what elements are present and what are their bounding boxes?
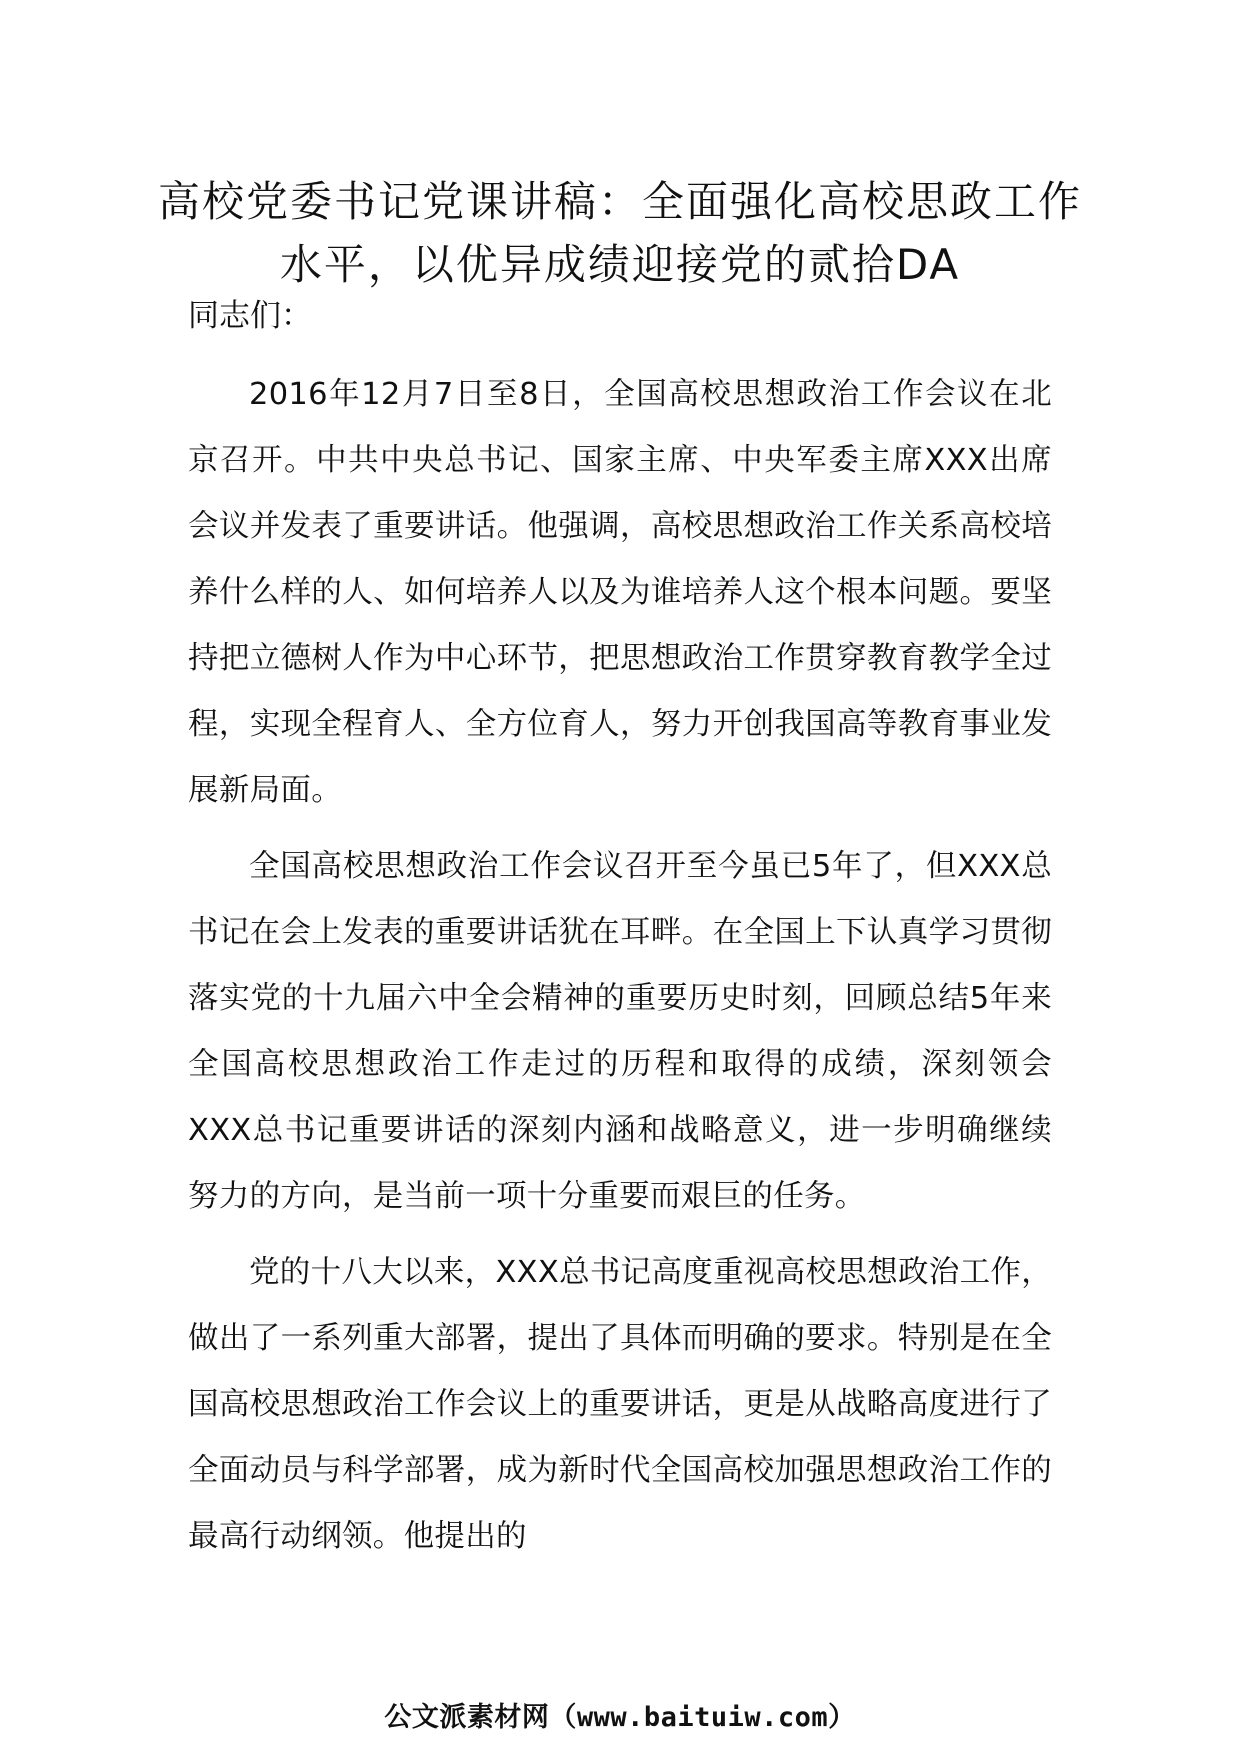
paragraph: 2016年12月7日至8日，全国高校思想政治工作会议在北京召开。中共中央总书记、国家主席、中央军委主席XXX出席会议并发表了重要讲话。他强调，高校思想政治工作关系高校培养什么样的人、如何培养人以及为谁培养人这个根本问题。要坚持把立德树人作为中心环节，把思想政治工作贯穿教育教学全过程，实现全程育人、全方位育人，努力开创我国高等教育事业发展新局面。 (188, 377, 1052, 808)
paragraph: 党的十八大以来，XXX总书记高度重视高校思想政治工作，做出了一系列重大部署，提出了具体而明确的要求。特别是在全国高校思想政治工作会议上的重要讲话，更是从战略高度进行了全面动员与科学部署，成为新时代全国高校加强思想政治工作的最高行动纲领。他提出的 (188, 1255, 1052, 1554)
salutation: 同志们： (188, 298, 312, 334)
document-body (188, 362, 1052, 1580)
footer-source: 公文派素材网（www.baituiw.com） (384, 1702, 856, 1733)
paragraph: 全国高校思想政治工作会议召开至今虽已5年了，但XXX总书记在会上发表的重要讲话犹在耳畔。在全国上下认真学习贯彻落实党的十九届六中全会精神的重要历史时刻，回顾总结5年来全国高校思想政治工作走过的历程和取得的成绩，深刻领会XXX总书记重要讲话的深刻内涵和战略意义，进一步明确继续努力的方向，是当前一项十分重要而艰巨的任务。 (188, 849, 1052, 1214)
document-title: 高校党委书记党课讲稿：全面强化高校思政工作水平，以优异成绩迎接党的贰拾DA (157, 177, 1082, 289)
